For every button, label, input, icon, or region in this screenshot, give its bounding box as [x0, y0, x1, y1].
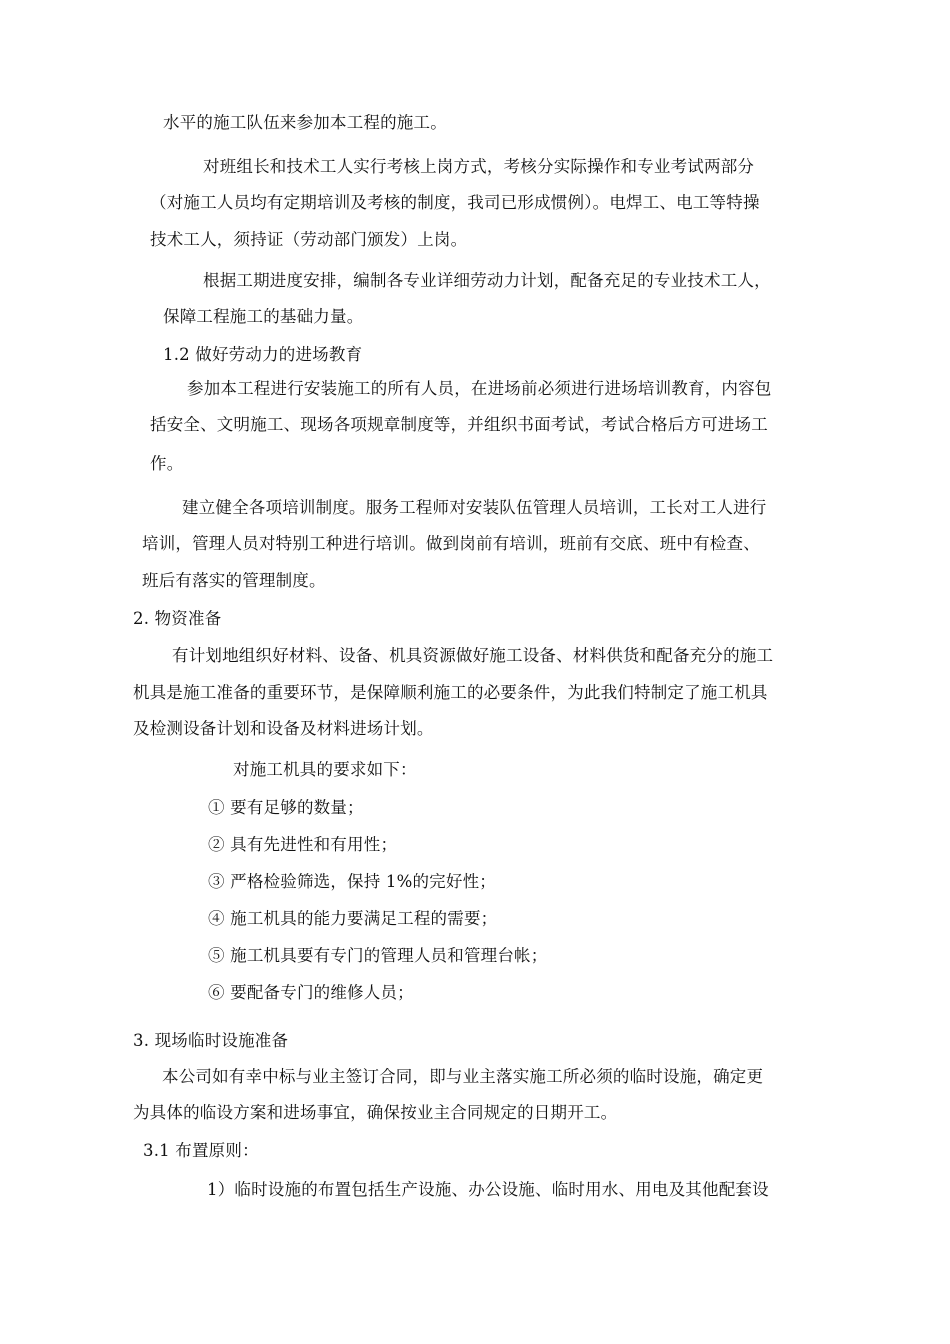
paragraph-line: 有计划地组织好材料、设备、机具资源做好施工设备、材料供货和配备充分的施工: [172, 646, 774, 665]
section-heading-3-1: 3.1 布置原则：: [143, 1141, 259, 1160]
list-intro: 对施工机具的要求如下：: [233, 760, 417, 779]
section-heading-1-2: 1.2 做好劳动力的进场教育: [163, 345, 363, 364]
paragraph-line: 机具是施工准备的重要环节，是保障顺利施工的必要条件，为此我们特制定了施工机具: [133, 683, 768, 702]
section-heading-2: 2. 物资准备: [133, 609, 222, 628]
paragraph-line: （对施工人员均有定期培训及考核的制度，我司已形成惯例）。电焊工、电工等特操: [150, 193, 760, 212]
paragraph-line: 技术工人，须持证（劳动部门颁发）上岗。: [150, 230, 468, 249]
paragraph-line: 对班组长和技术工人实行考核上岗方式，考核分实际操作和专业考试两部分: [203, 157, 755, 176]
list-item: ① 要有足够的数量；: [208, 798, 364, 817]
paragraph-line: 水平的施工队伍来参加本工程的施工。: [163, 113, 447, 132]
list-item: ⑥ 要配备专门的维修人员；: [208, 983, 414, 1002]
paragraph-line: 本公司如有幸中标与业主签订合同，即与业主落实施工所必须的临时设施，确定更: [162, 1067, 764, 1086]
paragraph-line: 班后有落实的管理制度。: [142, 571, 326, 590]
list-item: ⑤ 施工机具要有专门的管理人员和管理台帐；: [208, 946, 548, 965]
paragraph-line: 作。: [150, 454, 184, 473]
paragraph-line: 培训，管理人员对特别工种进行培训。做到岗前有培训，班前有交底、班中有检查、: [142, 534, 760, 553]
paragraph-line: 保障工程施工的基础力量。: [163, 307, 364, 326]
paragraph-line: 为具体的临设方案和进场事宜，确保按业主合同规定的日期开工。: [133, 1103, 618, 1122]
paragraph-line: 括安全、文明施工、现场各项规章制度等，并组织书面考试，考试合格后方可进场工: [150, 415, 768, 434]
list-item: ③ 严格检验筛选，保持 1%的完好性；: [208, 872, 496, 891]
paragraph-line: 根据工期进度安排，编制各专业详细劳动力计划，配备充足的专业技术工人，: [203, 271, 771, 290]
paragraph-line: 建立健全各项培训制度。服务工程师对安装队伍管理人员培训，工长对工人进行: [182, 498, 767, 517]
paragraph-line: 及检测设备计划和设备及材料进场计划。: [133, 719, 434, 738]
paragraph-line: 参加本工程进行安装施工的所有人员，在进场前必须进行进场培训教育，内容包: [187, 379, 772, 398]
list-item: ② 具有先进性和有用性；: [208, 835, 398, 854]
paragraph-line: 1）临时设施的布置包括生产设施、办公设施、临时用水、用电及其他配套设: [207, 1180, 769, 1199]
section-heading-3: 3. 现场临时设施准备: [133, 1031, 289, 1050]
list-item: ④ 施工机具的能力要满足工程的需要；: [208, 909, 498, 928]
